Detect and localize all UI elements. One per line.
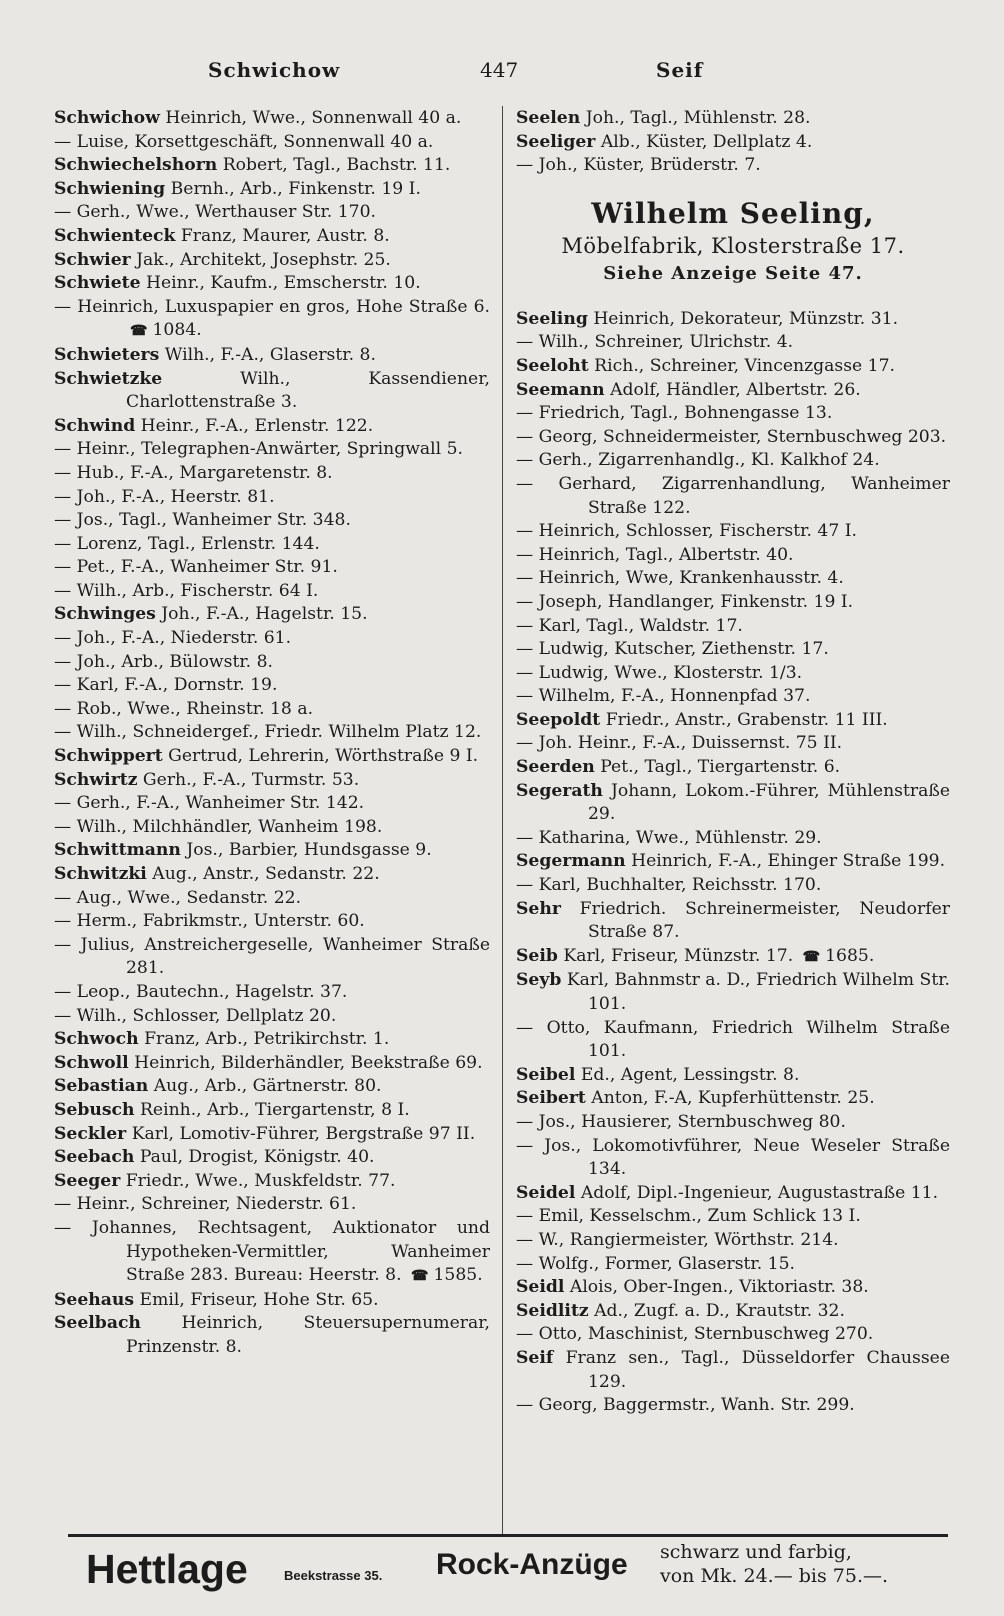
entry-details: — Wilhelm, F.-A., Honnenpfad 37.: [516, 686, 811, 707]
directory-entry: [516, 1323, 950, 1347]
directory-entry: [54, 154, 490, 178]
entry-surname: Schwiete: [54, 273, 141, 294]
directory-entry: [54, 225, 490, 249]
entry-details: Alb., Küster, Dellplatz 4.: [595, 131, 813, 152]
directory-entry: [516, 874, 950, 898]
entry-details: Aug., Anstr., Sedanstr. 22.: [146, 864, 380, 884]
right-column: [516, 107, 950, 1418]
directory-entry: [54, 1028, 490, 1052]
ad-title: Wilhelm Seeling,: [591, 196, 875, 230]
entry-surname: Schwirtz: [54, 769, 138, 790]
directory-entry: [54, 1005, 490, 1029]
entry-details: — Heinrich, Wwe, Krankenhausstr. 4.: [516, 568, 844, 589]
directory-entry: [54, 721, 490, 745]
entry-details: Karl, Friseur, Münzstr. 17.: [557, 945, 794, 966]
directory-entry: [516, 756, 950, 780]
entry-surname: Seibel: [516, 1064, 576, 1085]
directory-entry: [516, 1182, 950, 1206]
entry-surname: Seelen: [516, 108, 581, 128]
entry-details: Anton, F.-A, Kupferhüttenstr. 25.: [585, 1088, 875, 1109]
entry-details: — Wilh., Milchhändler, Wanheim 198.: [54, 816, 383, 837]
directory-entry: [516, 1017, 950, 1064]
directory-entry: [54, 698, 490, 722]
entry-details: Aug., Arb., Gärtnerstr. 80.: [148, 1076, 382, 1097]
entry-details: — Pet., F.-A., Wanheimer Str. 91.: [54, 557, 338, 578]
directory-entry: [516, 945, 950, 970]
entry-surname: Seeloht: [516, 355, 589, 376]
directory-entry: [54, 1312, 490, 1359]
telephone-icon: ☎: [130, 323, 147, 340]
entry-surname: Schwind: [54, 415, 136, 436]
entry-surname: Schwienteck: [54, 225, 176, 246]
entry-details: — Karl, F.-A., Dornstr. 19.: [54, 675, 278, 696]
entry-details: — Friedrich, Tagl., Bohnengasse 13.: [516, 403, 833, 424]
seeling-advertisement: [516, 196, 950, 288]
entry-surname: Schwietzke: [54, 368, 163, 389]
entry-surname: Schwoll: [54, 1052, 129, 1073]
entry-details: Friedrich. Schreinermeister, Neudorfer Straße 87.: [560, 898, 950, 943]
entry-surname: Schwoch: [54, 1029, 139, 1050]
entry-details: — Jos., Tagl., Wanheimer Str. 348.: [54, 510, 351, 531]
entry-details: Gertrud, Lehrerin, Wörthstraße 9 I.: [162, 746, 479, 767]
entry-details: — Johannes, Rechtsagent, Auktionator und Hypotheken-Vermittler, Wanheimer Straße 283. Bureau: Heerstr. 8.: [54, 1217, 490, 1286]
directory-entry: [516, 898, 950, 945]
entry-details: Rich., Schreiner, Vincenzgasse 17.: [588, 355, 896, 376]
entry-details: — Gerh., F.-A., Wanheimer Str. 142.: [54, 793, 365, 814]
entry-details: — Joh., F.-A., Niederstr. 61.: [54, 628, 292, 649]
footer-rule: [68, 1534, 948, 1537]
entry-details: Bernh., Arb., Finkenstr. 19 I.: [165, 178, 421, 199]
directory-entry: [516, 544, 950, 568]
entry-details: — Katharina, Wwe., Mühlenstr. 29.: [516, 827, 822, 848]
directory-entry: [54, 627, 490, 651]
entry-surname: Sehr: [516, 898, 561, 919]
directory-entry: [54, 178, 490, 202]
entry-details: — Joh. Heinr., F.-A., Duissernst. 75 II.: [516, 733, 843, 754]
entry-details: Heinrich, Steuersupernumerar, Prinzenstr. 8.: [126, 1313, 490, 1357]
entry-surname: Seebach: [54, 1147, 135, 1168]
entry-surname: Seib: [516, 945, 558, 966]
entry-details: — Heinr., Schreiner, Niederstr. 61.: [54, 1194, 357, 1215]
entry-details: Franz, Arb., Petrikirchstr. 1.: [138, 1029, 390, 1050]
directory-entry: [54, 344, 490, 368]
entry-details: Wilh., F.-A., Glaserstr. 8.: [159, 344, 376, 365]
entry-details: — Heinrich, Luxuspapier en gros, Hohe Straße 6.: [54, 296, 490, 317]
directory-entry: [54, 934, 490, 981]
entry-details: Heinrich, F.-A., Ehinger Straße 199.: [625, 851, 946, 872]
entry-details: — Wolfg., Former, Glaserstr. 15.: [516, 1253, 796, 1274]
entry-details: Joh., Tagl., Mühlenstr. 28.: [580, 108, 811, 128]
directory-entry: [516, 308, 950, 332]
directory-entry: [516, 1087, 950, 1111]
entry-surname: Schwier: [54, 249, 131, 270]
entry-details: Pet., Tagl., Tiergartenstr. 6.: [594, 757, 841, 778]
entry-surname: Seeliger: [516, 131, 596, 152]
entry-details: — Gerh., Zigarrenhandlg., Kl. Kalkhof 24.: [516, 450, 880, 471]
directory-entry: [516, 1229, 950, 1253]
directory-entry: [54, 556, 490, 580]
entry-surname: Schwitzki: [54, 864, 147, 884]
footer-advertisement: [86, 1538, 956, 1608]
directory-entry: [516, 154, 950, 178]
directory-entry: [54, 1289, 490, 1313]
directory-entry: [54, 272, 490, 296]
entry-details: — Jos., Hausierer, Sternbuschweg 80.: [516, 1111, 846, 1132]
directory-entry: [54, 415, 490, 439]
entry-surname: Seidl: [516, 1277, 565, 1298]
directory-entry: [516, 662, 950, 686]
entry-details: — Gerhard, Zigarrenhandlung, Wanheimer Straße 122.: [516, 473, 950, 518]
directory-entry: [516, 1253, 950, 1277]
directory-entry: [54, 769, 490, 793]
entry-details: Franz, Maurer, Austr. 8.: [175, 225, 390, 246]
directory-entry: [516, 331, 950, 355]
directory-entry: [54, 816, 490, 840]
directory-entry: [516, 402, 950, 426]
directory-entry: [516, 1111, 950, 1135]
directory-entry: [516, 355, 950, 379]
entry-details: — Leop., Bautechn., Hagelstr. 37.: [54, 981, 348, 1002]
directory-entry: [516, 850, 950, 874]
directory-entry: [54, 486, 490, 510]
entry-details: Friedr., Wwe., Muskfeldstr. 77.: [120, 1170, 396, 1191]
entry-details: — Joh., F.-A., Heerstr. 81.: [54, 486, 275, 507]
entry-details: — Luise, Korsettgeschäft, Sonnenwall 40 a.: [54, 131, 434, 152]
ad-reference: Siehe Anzeige Seite 47.: [603, 262, 863, 284]
entry-details: — Jos., Lokomotivführer, Neue Weseler Straße 134.: [516, 1135, 950, 1180]
entry-details: — Rob., Wwe., Rheinstr. 18 a.: [54, 698, 314, 719]
directory-entry: [516, 827, 950, 851]
right-column-top-entries: [516, 107, 950, 178]
entry-details: Alois, Ober-Ingen., Viktoriastr. 38.: [564, 1277, 869, 1298]
directory-entry: [54, 438, 490, 462]
directory-entry: [54, 651, 490, 675]
entry-details: — Karl, Buchhalter, Reichsstr. 170.: [516, 875, 822, 896]
entry-surname: Seehaus: [54, 1289, 135, 1310]
directory-entry: [54, 1052, 490, 1076]
entry-surname: Schwieters: [54, 344, 160, 365]
entry-surname: Sebastian: [54, 1076, 149, 1097]
page-number: 447: [480, 58, 519, 82]
directory-entry: [516, 131, 950, 155]
entry-surname: Segerath: [516, 780, 603, 801]
directory-entry: [54, 249, 490, 273]
entry-surname: Sebusch: [54, 1099, 135, 1120]
entry-details: — W., Rangiermeister, Wörthstr. 214.: [516, 1229, 839, 1250]
entry-details: Heinrich, Wwe., Sonnenwall 40 a.: [159, 108, 462, 128]
entry-details: — Emil, Kesselschm., Zum Schlick 13 I.: [516, 1206, 861, 1227]
entry-details: — Hub., F.-A., Margaretenstr. 8.: [54, 462, 333, 483]
entry-surname: Schwiening: [54, 178, 166, 199]
entry-details: Ad., Zugf. a. D., Krautstr. 32.: [588, 1300, 845, 1321]
entry-surname: Seerden: [516, 757, 595, 778]
directory-entry: [516, 685, 950, 709]
directory-entry: [54, 1217, 490, 1289]
entry-details: Paul, Drogist, Königstr. 40.: [134, 1147, 375, 1168]
directory-entry: [516, 615, 950, 639]
entry-details: — Gerh., Wwe., Werthauser Str. 170.: [54, 202, 376, 223]
directory-entry: [54, 462, 490, 486]
entry-surname: Seibert: [516, 1088, 586, 1109]
directory-entry: [516, 1347, 950, 1394]
directory-entry: [54, 745, 490, 769]
entry-surname: Schwichow: [54, 108, 160, 128]
entry-surname: Schwippert: [54, 746, 163, 767]
entry-details: — Julius, Anstreichergeselle, Wanheimer Straße 281.: [54, 934, 490, 979]
entry-details: Heinr., F.-A., Erlenstr. 122.: [135, 415, 374, 436]
ad-address: Möbelfabrik, Klosterstraße 17.: [561, 233, 905, 258]
directory-entry: [516, 780, 950, 827]
entry-details: Heinr., Kaufm., Emscherstr. 10.: [140, 273, 421, 294]
entry-details: — Wilh., Arb., Fischerstr. 64 I.: [54, 580, 319, 601]
entry-details: Gerh., F.-A., Turmstr. 53.: [137, 769, 360, 790]
entry-surname: Seeling: [516, 308, 588, 329]
telephone-number: 1685.: [825, 945, 875, 966]
entry-details: Karl, Lomotiv-Führer, Bergstraße 97 II.: [126, 1123, 476, 1144]
entry-details: Emil, Friseur, Hohe Str. 65.: [134, 1289, 379, 1310]
directory-entry: [54, 1123, 490, 1147]
entry-surname: Seidlitz: [516, 1300, 589, 1321]
directory-entry: [516, 1276, 950, 1300]
telephone-icon: ☎: [802, 948, 820, 965]
footer-product: Rock-Anzüge: [436, 1548, 628, 1581]
entry-surname: Segermann: [516, 851, 626, 872]
entry-surname: Seeger: [54, 1170, 121, 1191]
directory-entry: [54, 1193, 490, 1217]
entry-details: — Ludwig, Wwe., Klosterstr. 1/3.: [516, 662, 803, 683]
entry-details: — Ludwig, Kutscher, Ziethenstr. 17.: [516, 639, 829, 660]
telephone-number: 1585.: [433, 1265, 483, 1286]
entry-details: Robert, Tagl., Bachstr. 11.: [217, 155, 451, 176]
entry-details: — Herm., Fabrikmstr., Unterstr. 60.: [54, 911, 365, 932]
entry-surname: Seckler: [54, 1123, 127, 1144]
directory-entry: [54, 1099, 490, 1123]
directory-entry: [54, 533, 490, 557]
directory-entry: [54, 910, 490, 934]
entry-details: — Wilh., Schneidergef., Friedr. Wilhelm Platz 12.: [54, 722, 482, 743]
directory-entry: [54, 368, 490, 415]
directory-entry: [54, 201, 490, 225]
entry-surname: Seif: [516, 1347, 554, 1368]
directory-entry: [54, 509, 490, 533]
directory-entry: [54, 1146, 490, 1170]
directory-entry: [54, 296, 490, 344]
entry-details: — Joh., Arb., Bülowstr. 8.: [54, 651, 274, 672]
entry-details: — Heinrich, Schlosser, Fischerstr. 47 I.: [516, 521, 857, 542]
entry-surname: Seepoldt: [516, 709, 601, 730]
footer-desc-line2: von Mk. 24.— bis 75.—.: [660, 1565, 889, 1587]
entry-surname: Schwittmann: [54, 840, 181, 861]
footer-brand: Hettlage: [86, 1546, 248, 1592]
directory-entry: [516, 732, 950, 756]
directory-entry: [516, 1394, 950, 1418]
entry-details: — Aug., Wwe., Sedanstr. 22.: [54, 887, 302, 908]
entry-details: Jak., Architekt, Josephstr. 25.: [130, 249, 391, 270]
directory-entry: [54, 839, 490, 863]
directory-entry: [54, 580, 490, 604]
entry-surname: Seidel: [516, 1182, 576, 1203]
entry-details: — Wilh., Schreiner, Ulrichstr. 4.: [516, 332, 794, 353]
entry-surname: Seyb: [516, 970, 562, 991]
entry-surname: Schwiechelshorn: [54, 155, 218, 176]
directory-entry: [54, 131, 490, 155]
directory-entry: [516, 426, 950, 450]
entry-details: Friedr., Anstr., Grabenstr. 11 III.: [600, 709, 888, 730]
directory-entry: [516, 107, 950, 131]
directory-entry: [516, 449, 950, 473]
directory-entry: [516, 520, 950, 544]
directory-entry: [516, 969, 950, 1016]
entry-details: Karl, Bahnmstr a. D., Friedrich Wilhelm Str. 101.: [561, 970, 951, 1014]
header-right-word: Seif: [656, 58, 704, 82]
directory-entry: [54, 863, 490, 887]
entry-details: — Heinrich, Tagl., Albertstr. 40.: [516, 544, 794, 565]
entry-details: Adolf, Dipl.-Ingenieur, Augustastraße 11.: [575, 1182, 939, 1203]
entry-details: Joh., F.-A., Hagelstr. 15.: [155, 604, 368, 625]
directory-entry: [516, 1135, 950, 1182]
directory-entry: [516, 1205, 950, 1229]
directory-entry: [516, 591, 950, 615]
entry-details: Johann, Lokom.-Führer, Mühlenstraße 29.: [588, 780, 950, 825]
directory-entry: [54, 981, 490, 1005]
entry-details: — Otto, Kaufmann, Friedrich Wilhelm Straße 101.: [516, 1017, 950, 1062]
entry-details: — Otto, Maschinist, Sternbuschweg 270.: [516, 1324, 874, 1345]
entry-details: Reinh., Arb., Tiergartenstr, 8 I.: [134, 1099, 410, 1120]
directory-entry: [516, 473, 950, 520]
directory-entry: [54, 792, 490, 816]
entry-details: Heinrich, Bilderhändler, Beekstraße 69.: [128, 1052, 483, 1073]
directory-entry: [54, 674, 490, 698]
directory-entry: [54, 1075, 490, 1099]
entry-details: — Joseph, Handlanger, Finkenstr. 19 I.: [516, 591, 854, 612]
entry-details: Franz sen., Tagl., Düsseldorfer Chaussee 129.: [553, 1347, 950, 1392]
directory-entry: [516, 1300, 950, 1324]
entry-surname: Schwinges: [54, 604, 156, 625]
entry-details: Adolf, Händler, Albertstr. 26.: [604, 379, 861, 400]
entry-details: — Joh., Küster, Brüderstr. 7.: [516, 155, 761, 176]
directory-entry: [54, 1170, 490, 1194]
footer-address: Beekstrasse 35.: [284, 1568, 383, 1583]
telephone-icon: ☎: [411, 1268, 428, 1285]
column-divider: [502, 106, 503, 1534]
entry-details: Jos., Barbier, Hundsgasse 9.: [180, 840, 432, 861]
directory-entry: [54, 603, 490, 627]
entry-details: — Karl, Tagl., Waldstr. 17.: [516, 615, 743, 636]
footer-desc-line1: schwarz und farbig,: [660, 1541, 852, 1563]
directory-entry: [516, 567, 950, 591]
entry-details: Heinrich, Dekorateur, Münzstr. 31.: [587, 308, 899, 329]
entry-details: Wilh., Kassendiener, Charlottenstraße 3.: [126, 368, 490, 413]
entry-details: — Lorenz, Tagl., Erlenstr. 144.: [54, 533, 320, 554]
entry-details: — Georg, Schneidermeister, Sternbuschweg 203.: [516, 426, 947, 447]
directory-entry: [54, 887, 490, 911]
entry-surname: Seelbach: [54, 1313, 141, 1334]
entry-details: — Georg, Baggermstr., Wanh. Str. 299.: [516, 1395, 855, 1416]
footer-description: [660, 1540, 888, 1588]
entry-details: — Heinr., Telegraphen-Anwärter, Springwall 5.: [54, 439, 464, 460]
directory-entry: [516, 709, 950, 733]
header-left-word: Schwichow: [208, 58, 341, 82]
entry-details: — Wilh., Schlosser, Dellplatz 20.: [54, 1005, 337, 1026]
directory-entry: [516, 638, 950, 662]
entry-details: Ed., Agent, Lessingstr. 8.: [575, 1064, 800, 1085]
left-column: [54, 107, 490, 1359]
entry-surname: Seemann: [516, 379, 605, 400]
directory-entry: [54, 107, 490, 131]
directory-entry: [516, 1064, 950, 1088]
telephone-number: 1084.: [152, 320, 202, 341]
right-column-entries: [516, 308, 950, 1418]
directory-entry: [516, 379, 950, 403]
